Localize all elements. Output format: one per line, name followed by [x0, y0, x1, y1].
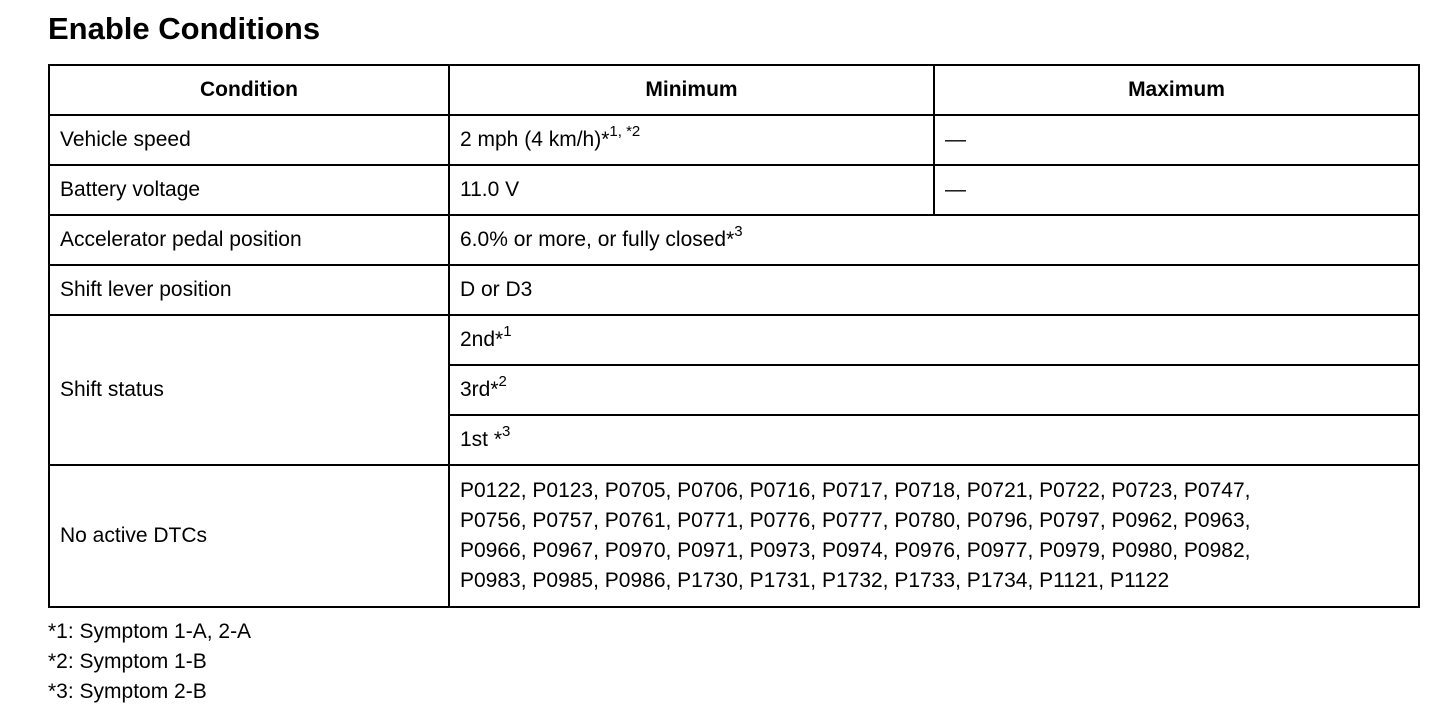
footnote-ref: 3 — [734, 223, 743, 240]
condition-cell: Battery voltage — [49, 165, 449, 215]
dtc-line: P0122, P0123, P0705, P0706, P0716, P0717, P0718, P0721, P0722, P0723, P0747, — [460, 479, 1251, 502]
table-row-battery-voltage — [49, 165, 1419, 215]
value-cell: D or D3 — [449, 265, 1419, 315]
column-header-minimum: Minimum — [449, 65, 934, 115]
condition-cell: Accelerator pedal position — [49, 215, 449, 265]
value-cell — [449, 415, 1419, 465]
enable-conditions-table — [48, 64, 1420, 608]
table-row-shift-status — [49, 315, 1419, 365]
value-cell — [449, 215, 1419, 265]
page-title: Enable Conditions — [48, 11, 321, 46]
footnotes — [48, 617, 251, 707]
dtc-list-cell — [449, 465, 1419, 607]
dtc-line: P0756, P0757, P0761, P0771, P0776, P0777, P0780, P0796, P0797, P0962, P0963, — [460, 509, 1251, 532]
column-header-condition: Condition — [49, 65, 449, 115]
table-row-vehicle-speed — [49, 115, 1419, 165]
value-text: 1st * — [460, 428, 503, 451]
table-row-accelerator-pedal — [49, 215, 1419, 265]
value-cell — [449, 365, 1419, 415]
maximum-cell: — — [934, 165, 1419, 215]
condition-cell: Shift lever position — [49, 265, 449, 315]
footnote-ref: 3 — [502, 423, 511, 440]
footnote-ref: 1, *2 — [609, 123, 641, 140]
table-row-shift-lever — [49, 265, 1419, 315]
condition-cell: Shift status — [49, 315, 449, 465]
column-header-maximum: Maximum — [934, 65, 1419, 115]
footnote: *3: Symptom 2-B — [48, 680, 207, 703]
footnote-ref: 1 — [503, 323, 512, 340]
footnote-ref: 2 — [498, 373, 507, 390]
dtc-line: P0966, P0967, P0970, P0971, P0973, P0974, P0976, P0977, P0979, P0980, P0982, — [460, 539, 1251, 562]
dtc-line: P0983, P0985, P0986, P1730, P1731, P1732, P1733, P1734, P1121, P1122 — [460, 569, 1170, 592]
footnote: *2: Symptom 1-B — [48, 650, 207, 673]
condition-cell: No active DTCs — [49, 465, 449, 607]
value-text: 6.0% or more, or fully closed* — [460, 228, 735, 251]
value-text: 2nd* — [460, 328, 504, 351]
maximum-cell: — — [934, 115, 1419, 165]
minimum-cell: 11.0 V — [449, 165, 934, 215]
value-text: 3rd* — [460, 378, 499, 401]
minimum-value: 2 mph (4 km/h)* — [460, 128, 610, 151]
footnote: *1: Symptom 1-A, 2-A — [48, 620, 252, 643]
condition-cell: Vehicle speed — [49, 115, 449, 165]
minimum-cell — [449, 115, 934, 165]
table-header-row — [49, 65, 1419, 115]
value-cell — [449, 315, 1419, 365]
table-row-dtcs — [49, 465, 1419, 607]
